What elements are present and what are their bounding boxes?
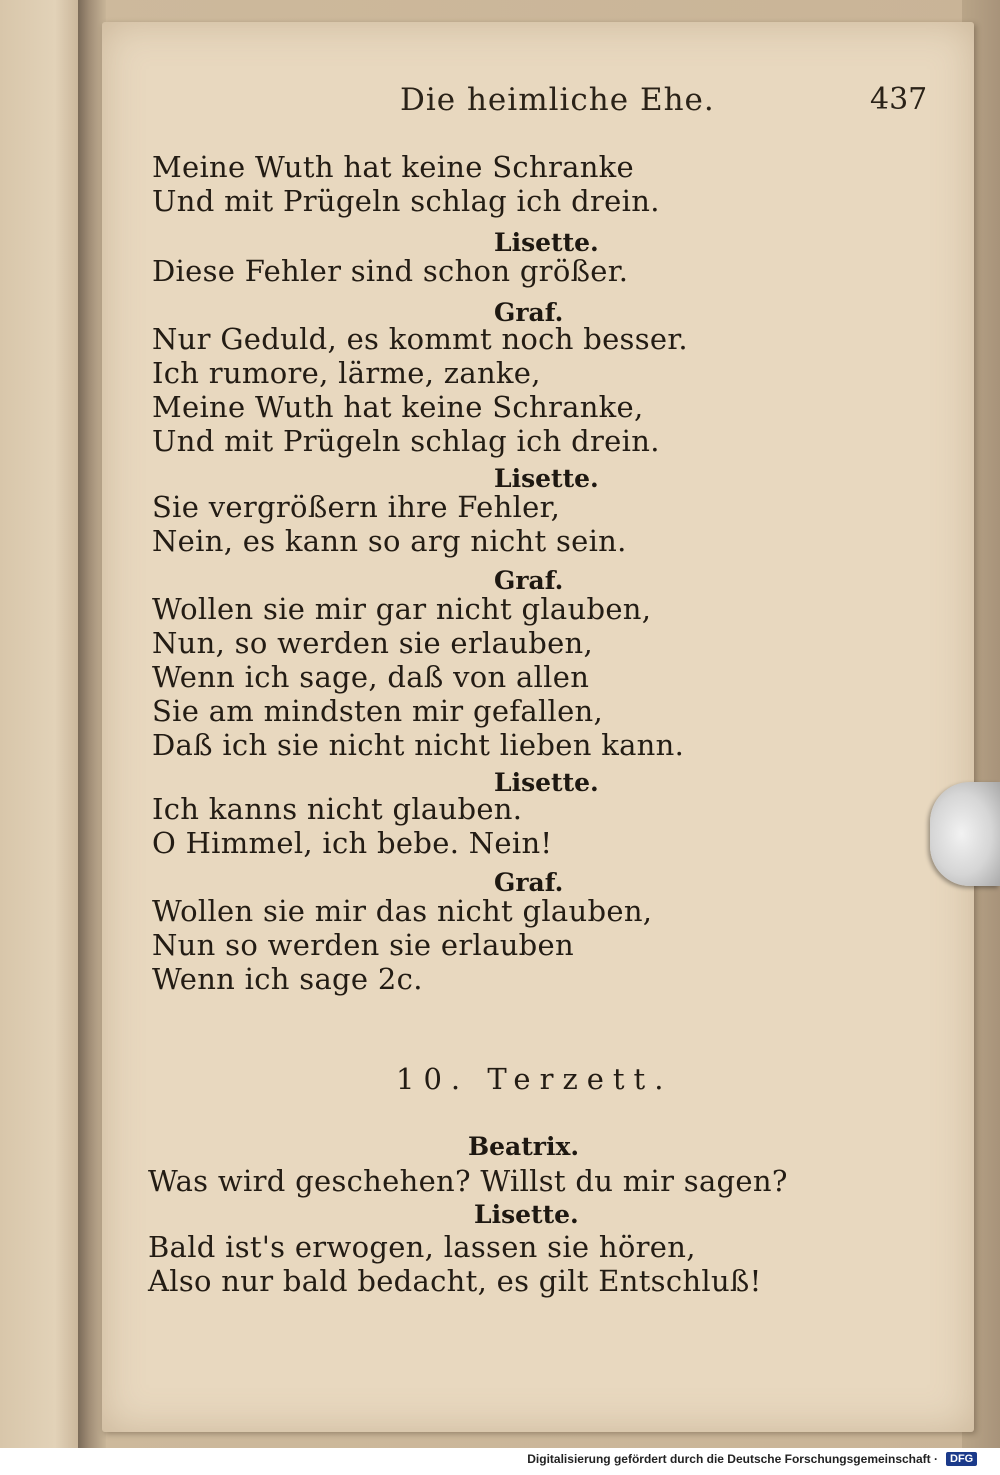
verse-line: Sie vergrößern ihre Fehler, [152,490,561,524]
speaker-name: Graf. [494,298,564,327]
speaker-name: Graf. [494,566,564,595]
verse-line: Meine Wuth hat keine Schranke [152,150,635,184]
verse-line: Meine Wuth hat keine Schranke, [152,390,644,424]
page-number: 437 [870,82,928,117]
speaker-name: Lisette. [494,464,599,493]
digitization-credit: Digitalisierung gefördert durch die Deutsche Forschungsgemeinschaft · [527,1452,938,1466]
verse-line: Daß ich sie nicht nicht lieben kann. [152,728,685,762]
verse-line: Wollen sie mir das nicht glauben, [152,894,653,928]
verse-line: Und mit Prügeln schlag ich drein. [152,184,660,218]
verse-line: Bald ist's erwogen, lassen sie hören, [148,1230,696,1264]
verse-line: Nun so werden sie erlauben [152,928,574,962]
verse-line: Wollen sie mir gar nicht glauben, [152,592,652,626]
speaker-name: Lisette. [494,228,599,257]
verse-line: Sie am mindsten mir gefallen, [152,694,604,728]
verse-line: Ich kanns nicht glauben. [152,792,523,826]
verse-line: Nein, es kann so arg nicht sein. [152,524,627,558]
page-clip [930,782,1000,886]
verse-line: O Himmel, ich bebe. Nein! [152,826,553,860]
verse-line: Ich rumore, lärme, zanke, [152,356,541,390]
verse-line: Nur Geduld, es kommt noch besser. [152,322,688,356]
verse-line: Diese Fehler sind schon größer. [152,254,629,288]
speaker-name: Lisette. [494,768,599,797]
verse-line: Wenn ich sage, daß von allen [152,660,590,694]
dfg-logo: DFG [946,1452,977,1466]
running-title: Die heimliche Ehe. [400,82,715,118]
verse-line: Also nur bald bedacht, es gilt Entschluß! [148,1264,762,1298]
speaker-name: Lisette. [474,1200,579,1229]
verse-line: Und mit Prügeln schlag ich drein. [152,424,660,458]
verse-line: Nun, so werden sie erlauben, [152,626,594,660]
verse-line: Wenn ich sage 2c. [152,962,423,996]
verse-line: Was wird geschehen? Willst du mir sagen? [148,1164,788,1198]
speaker-name: Beatrix. [468,1132,580,1161]
speaker-name: Graf. [494,868,564,897]
section-heading: 10. Terzett. [396,1062,673,1096]
